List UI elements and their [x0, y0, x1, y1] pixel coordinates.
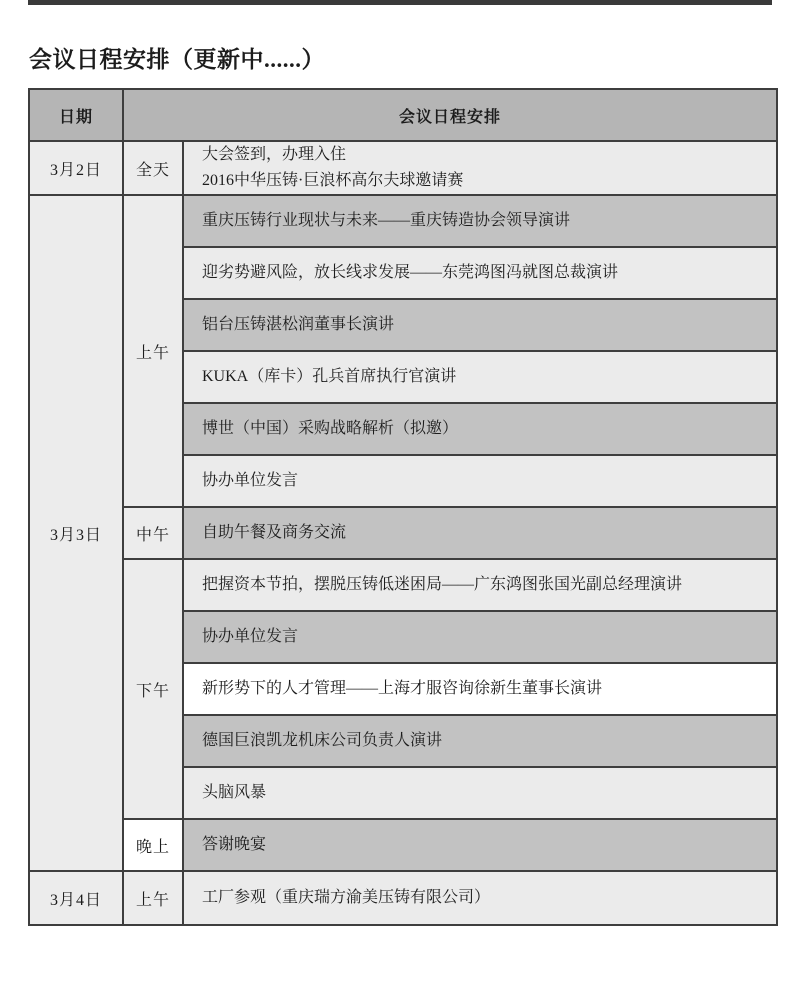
- agenda-cell: 协办单位发言: [183, 455, 777, 507]
- agenda-cell: 头脑风暴: [183, 767, 777, 819]
- time-cell: 上午: [123, 195, 183, 507]
- agenda-cell: 协办单位发言: [183, 611, 777, 663]
- agenda-cell: 把握资本节拍，摆脱压铸低迷困局——广东鸿图张国光副总经理演讲: [183, 559, 777, 611]
- date-cell: 3月4日: [29, 871, 123, 925]
- table-row: [29, 871, 777, 925]
- agenda-cell: 自助午餐及商务交流: [183, 507, 777, 559]
- date-cell: 3月3日: [29, 195, 123, 871]
- table-row: [29, 819, 777, 871]
- page-top-rule: [28, 0, 772, 5]
- agenda-cell: 答谢晚宴: [183, 819, 777, 871]
- schedule-table: [28, 88, 778, 926]
- agenda-cell: 重庆压铸行业现状与未来——重庆铸造协会领导演讲: [183, 195, 777, 247]
- time-cell: 上午: [123, 871, 183, 925]
- date-cell: 3月2日: [29, 141, 123, 195]
- table-row: [29, 507, 777, 559]
- agenda-cell: 德国巨浪凯龙机床公司负责人演讲: [183, 715, 777, 767]
- time-cell: 下午: [123, 559, 183, 819]
- agenda-cell: 工厂参观（重庆瑞方渝美压铸有限公司）: [183, 871, 777, 925]
- table-row: [29, 559, 777, 611]
- header-date: 日期: [29, 89, 123, 141]
- agenda-cell: 迎劣势避风险，放长线求发展——东莞鸿图冯就图总裁演讲: [183, 247, 777, 299]
- time-cell: 晚上: [123, 819, 183, 871]
- agenda-cell: 铝台压铸湛松润董事长演讲: [183, 299, 777, 351]
- table-row: [29, 195, 777, 247]
- header-agenda: 会议日程安排: [123, 89, 777, 141]
- agenda-cell: 新形势下的人才管理——上海才服咨询徐新生董事长演讲: [183, 663, 777, 715]
- table-header-row: [29, 89, 777, 141]
- time-cell: 全天: [123, 141, 183, 195]
- agenda-line: 2016中华压铸·巨浪杯高尔夫球邀请赛: [202, 172, 464, 189]
- table-row: [29, 141, 777, 195]
- time-cell: 中午: [123, 507, 183, 559]
- agenda-cell: [183, 141, 777, 195]
- page-title: 会议日程安排（更新中......）: [29, 47, 325, 73]
- agenda-line: 大会签到，办理入住: [202, 146, 347, 163]
- agenda-cell: KUKA（库卡）孔兵首席执行官演讲: [183, 351, 777, 403]
- agenda-cell: 博世（中国）采购战略解析（拟邀）: [183, 403, 777, 455]
